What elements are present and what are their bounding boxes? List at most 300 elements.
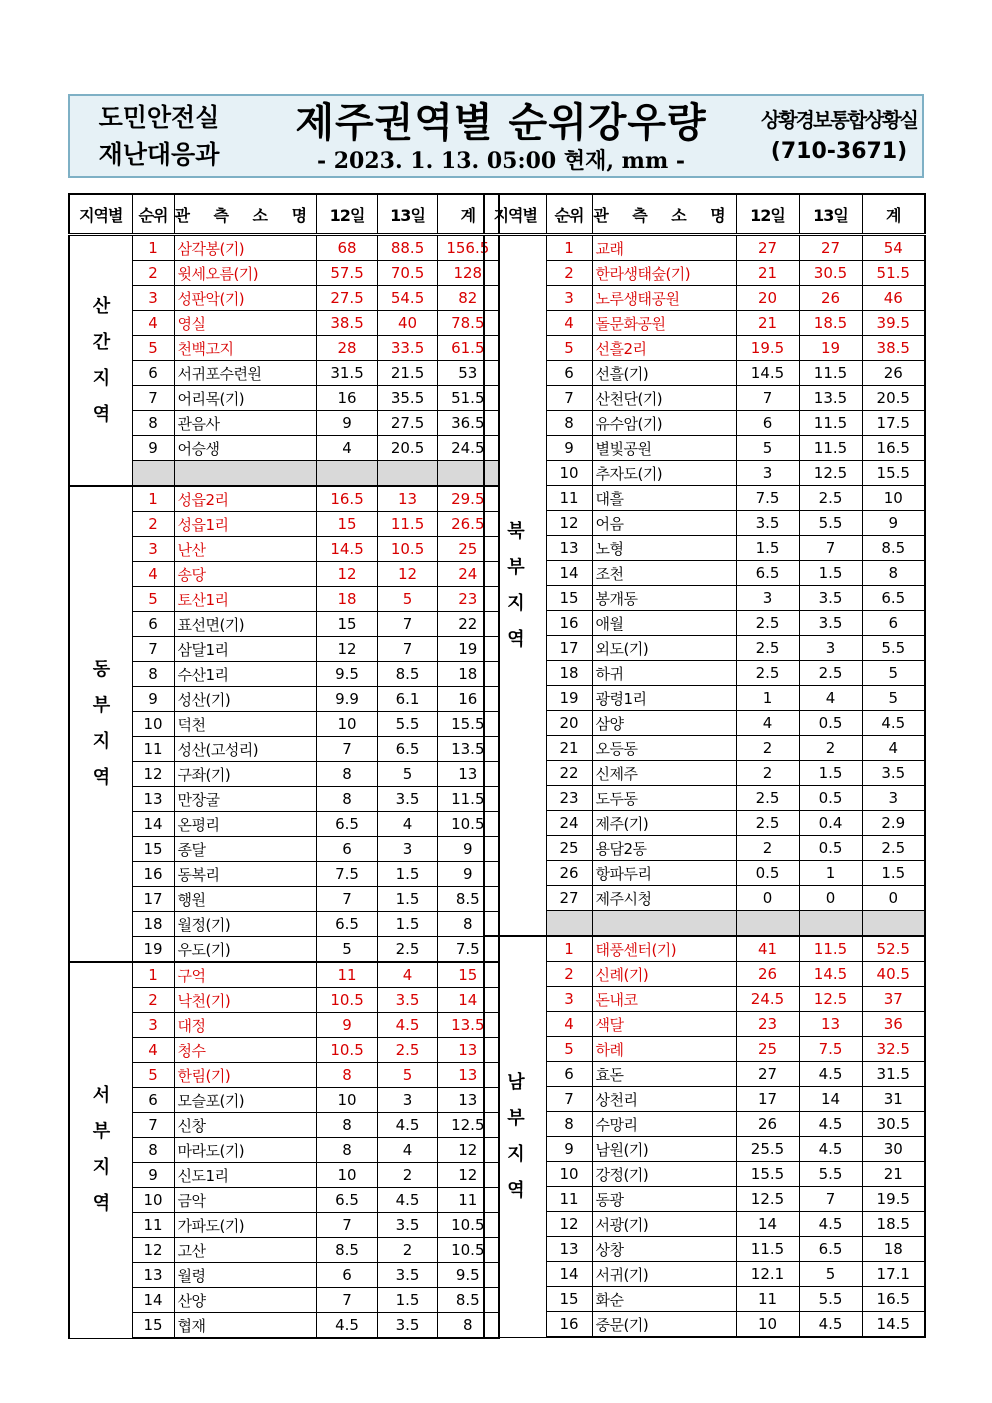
table-row <box>484 586 925 611</box>
rank-cell: 15 <box>132 1313 174 1339</box>
total-cell: 20.5 <box>862 386 925 411</box>
day13-cell: 12.5 <box>799 461 862 486</box>
region-label-west <box>69 962 132 1338</box>
station-name: 선흘2리 <box>595 339 647 358</box>
day12-cell: 2.5 <box>736 811 799 836</box>
day12-cell: 8 <box>317 1063 378 1088</box>
station-name: 태풍센터(기) <box>595 940 677 959</box>
day12-cell: 12 <box>317 637 378 662</box>
table-row <box>484 361 925 386</box>
table-row <box>69 762 499 787</box>
day12-cell: 15 <box>317 512 378 537</box>
total-cell: 7.5 <box>438 937 499 963</box>
table-row <box>484 1262 925 1287</box>
station-name-cell <box>592 987 736 1012</box>
day12-cell: 3 <box>736 461 799 486</box>
day13-cell: 2.5 <box>378 1038 438 1063</box>
station-name: 난산 <box>177 540 206 559</box>
day13-cell: 2 <box>378 1238 438 1263</box>
table-row <box>69 637 499 662</box>
table-row <box>484 987 925 1012</box>
total-cell: 3 <box>862 786 925 811</box>
table-row <box>69 1313 499 1339</box>
station-name: 조천 <box>595 564 624 583</box>
rank-cell: 15 <box>546 586 592 611</box>
day12-cell: 27 <box>736 1062 799 1087</box>
rank-cell: 9 <box>132 436 174 461</box>
station-name-cell <box>174 1038 317 1063</box>
station-name: 광령1리 <box>595 689 647 708</box>
day13-cell: 3.5 <box>378 1313 438 1339</box>
day12-cell: 7.5 <box>317 862 378 887</box>
table-row <box>484 1012 925 1037</box>
total-cell: 2.9 <box>862 811 925 836</box>
station-name-cell <box>592 386 736 411</box>
rank-cell: 13 <box>132 1263 174 1288</box>
region-label-mountain <box>69 235 132 487</box>
day13-cell: 3.5 <box>378 787 438 812</box>
day13-cell: 12 <box>378 562 438 587</box>
rank-cell: 6 <box>132 612 174 637</box>
rank-cell: 4 <box>132 1038 174 1063</box>
day12-cell: 7.5 <box>736 486 799 511</box>
col-day12: 12일 <box>736 194 799 235</box>
rank-cell: 7 <box>132 386 174 411</box>
blank-cell <box>132 461 174 487</box>
total-cell: 12 <box>438 1163 499 1188</box>
col-region: 지역별 <box>69 194 132 235</box>
col-total: 계 <box>862 194 925 235</box>
day13-cell: 0.4 <box>799 811 862 836</box>
rank-cell: 8 <box>132 1138 174 1163</box>
report-header <box>68 94 924 178</box>
station-name: 마라도(기) <box>177 1141 245 1160</box>
day12-cell: 8 <box>317 1138 378 1163</box>
total-cell: 14 <box>438 988 499 1013</box>
table-row <box>69 1038 499 1063</box>
total-cell: 23 <box>438 587 499 612</box>
day12-cell: 7 <box>736 386 799 411</box>
station-name-cell <box>592 1312 736 1338</box>
rank-cell: 2 <box>132 261 174 286</box>
rank-cell: 15 <box>546 1287 592 1312</box>
day12-cell: 4.5 <box>317 1313 378 1339</box>
day12-cell: 3.5 <box>736 511 799 536</box>
blank-row <box>69 461 499 487</box>
station-name: 선흘(기) <box>595 364 649 383</box>
day12-cell: 2.5 <box>736 611 799 636</box>
day13-cell: 7 <box>799 536 862 561</box>
blank-cell <box>378 461 438 487</box>
station-name: 우도(기) <box>177 940 231 959</box>
table-header-row <box>484 194 925 235</box>
day13-cell: 30.5 <box>799 261 862 286</box>
day12-cell: 27 <box>736 235 799 261</box>
station-name-cell <box>174 486 317 512</box>
table-row <box>484 636 925 661</box>
day12-cell: 21 <box>736 311 799 336</box>
rank-cell: 3 <box>132 286 174 311</box>
day13-cell: 5 <box>799 1262 862 1287</box>
table-row <box>484 386 925 411</box>
station-name-cell <box>174 1088 317 1113</box>
rank-cell: 5 <box>132 1063 174 1088</box>
rank-cell: 5 <box>132 587 174 612</box>
day13-cell: 19 <box>799 336 862 361</box>
station-name-cell <box>592 711 736 736</box>
total-cell: 32.5 <box>862 1037 925 1062</box>
rank-cell: 14 <box>132 1288 174 1313</box>
station-name-cell <box>592 1262 736 1287</box>
day12-cell: 4 <box>736 711 799 736</box>
rank-cell: 14 <box>132 812 174 837</box>
table-row <box>484 561 925 586</box>
total-cell: 4 <box>862 736 925 761</box>
rank-cell: 1 <box>546 936 592 962</box>
total-cell: 10 <box>862 486 925 511</box>
department-line-2: 재난대응과 <box>98 140 220 169</box>
station-name: 윗세오름(기) <box>177 264 259 283</box>
total-cell: 0 <box>862 886 925 911</box>
day12-cell: 14 <box>736 1212 799 1237</box>
day12-cell: 1.5 <box>736 536 799 561</box>
day13-cell: 7 <box>378 637 438 662</box>
total-cell: 51.5 <box>862 261 925 286</box>
day12-cell: 2.5 <box>736 636 799 661</box>
day13-cell: 20.5 <box>378 436 438 461</box>
station-name-cell <box>174 912 317 937</box>
station-name-cell <box>174 762 317 787</box>
rank-cell: 23 <box>546 786 592 811</box>
station-name-cell <box>174 1063 317 1088</box>
table-row <box>69 737 499 762</box>
station-name: 제주(기) <box>595 814 649 833</box>
table-row <box>484 962 925 987</box>
rank-cell: 13 <box>132 787 174 812</box>
day13-cell: 2.5 <box>799 486 862 511</box>
day12-cell: 7 <box>317 1288 378 1313</box>
blank-row <box>484 911 925 937</box>
total-cell: 4.5 <box>862 711 925 736</box>
table-row <box>69 386 499 411</box>
station-name: 표선면(기) <box>177 615 245 634</box>
total-cell: 5 <box>862 661 925 686</box>
station-name: 온평리 <box>177 815 220 834</box>
day12-cell: 8 <box>317 1113 378 1138</box>
day13-cell: 5 <box>378 762 438 787</box>
rank-cell: 19 <box>132 937 174 963</box>
station-name: 산양 <box>177 1291 206 1310</box>
day13-cell: 1.5 <box>378 862 438 887</box>
station-name-cell <box>174 537 317 562</box>
station-name-cell <box>174 662 317 687</box>
station-name-cell <box>174 1113 317 1138</box>
total-cell: 9 <box>862 511 925 536</box>
table-row <box>484 261 925 286</box>
day13-cell: 18.5 <box>799 311 862 336</box>
table-row <box>484 1137 925 1162</box>
station-name-cell <box>174 235 317 261</box>
rank-cell: 24 <box>546 811 592 836</box>
station-name-cell <box>592 461 736 486</box>
station-name: 영실 <box>177 314 206 333</box>
day13-cell: 3 <box>799 636 862 661</box>
table-row <box>69 1088 499 1113</box>
day12-cell: 8 <box>317 762 378 787</box>
rank-cell: 9 <box>546 1137 592 1162</box>
rank-cell: 13 <box>546 536 592 561</box>
station-name-cell <box>174 261 317 286</box>
day12-cell: 6.5 <box>736 561 799 586</box>
table-row <box>69 562 499 587</box>
day12-cell: 9.5 <box>317 662 378 687</box>
table-row <box>69 912 499 937</box>
station-name: 노형 <box>595 539 624 558</box>
station-name: 효돈 <box>595 1065 624 1084</box>
day13-cell: 21.5 <box>378 361 438 386</box>
rank-cell: 10 <box>132 712 174 737</box>
day13-cell: 26 <box>799 286 862 311</box>
station-name-cell <box>174 887 317 912</box>
day13-cell: 7 <box>378 612 438 637</box>
station-name-cell <box>592 1087 736 1112</box>
day12-cell: 15.5 <box>736 1162 799 1187</box>
day12-cell: 26 <box>736 1112 799 1137</box>
day12-cell: 10 <box>317 1163 378 1188</box>
station-name: 성산(기) <box>177 690 231 709</box>
day13-cell: 27.5 <box>378 411 438 436</box>
day12-cell: 11.5 <box>736 1237 799 1262</box>
total-cell: 13.5 <box>438 737 499 762</box>
day12-cell: 8 <box>317 787 378 812</box>
station-name-cell <box>174 587 317 612</box>
station-name-cell <box>592 561 736 586</box>
total-cell: 30.5 <box>862 1112 925 1137</box>
rank-cell: 27 <box>546 886 592 911</box>
total-cell: 5 <box>862 686 925 711</box>
day13-cell: 5.5 <box>378 712 438 737</box>
station-name: 성읍2리 <box>177 490 229 509</box>
table-row <box>484 1237 925 1262</box>
total-cell: 30 <box>862 1137 925 1162</box>
total-cell: 19 <box>438 637 499 662</box>
rank-cell: 12 <box>546 511 592 536</box>
total-cell: 10.5 <box>438 1238 499 1263</box>
rank-cell: 19 <box>546 686 592 711</box>
table-row <box>69 486 499 512</box>
day12-cell: 0 <box>736 886 799 911</box>
station-name-cell <box>592 861 736 886</box>
station-name: 교래 <box>595 239 624 258</box>
rank-cell: 9 <box>132 1163 174 1188</box>
table-row <box>484 811 925 836</box>
day12-cell: 38.5 <box>317 311 378 336</box>
day13-cell: 4.5 <box>799 1112 862 1137</box>
total-cell: 21 <box>862 1162 925 1187</box>
total-cell: 39.5 <box>862 311 925 336</box>
station-name: 남원(기) <box>595 1140 649 1159</box>
blank-cell <box>862 911 925 937</box>
station-name-cell <box>592 636 736 661</box>
day12-cell: 6 <box>736 411 799 436</box>
station-name-cell <box>174 361 317 386</box>
day13-cell: 11.5 <box>799 436 862 461</box>
table-row <box>484 1087 925 1112</box>
station-name: 성산(고성리) <box>177 740 259 759</box>
table-row <box>69 1188 499 1213</box>
day12-cell: 16 <box>317 386 378 411</box>
day13-cell: 7.5 <box>799 1037 862 1062</box>
total-cell: 9 <box>438 837 499 862</box>
total-cell: 17.1 <box>862 1262 925 1287</box>
rank-cell: 10 <box>132 1188 174 1213</box>
station-name-cell <box>174 787 317 812</box>
day13-cell: 3.5 <box>378 1213 438 1238</box>
table-row <box>69 1013 499 1038</box>
total-cell: 22 <box>438 612 499 637</box>
table-row <box>69 1238 499 1263</box>
station-name: 애월 <box>595 614 624 633</box>
day12-cell: 8.5 <box>317 1238 378 1263</box>
station-name-cell <box>174 311 317 336</box>
station-name: 고산 <box>177 1241 206 1260</box>
day13-cell: 4 <box>799 686 862 711</box>
day13-cell: 70.5 <box>378 261 438 286</box>
rank-cell: 16 <box>546 611 592 636</box>
station-name: 봉개동 <box>595 589 638 608</box>
total-cell: 53 <box>438 361 499 386</box>
rank-cell: 6 <box>546 1062 592 1087</box>
day12-cell: 9.9 <box>317 687 378 712</box>
station-name: 한라생태숲(기) <box>595 264 691 283</box>
rank-cell: 17 <box>546 636 592 661</box>
total-cell: 3.5 <box>862 761 925 786</box>
blank-cell <box>736 911 799 937</box>
day13-cell: 14.5 <box>799 962 862 987</box>
rank-cell: 10 <box>546 461 592 486</box>
station-name: 관음사 <box>177 414 220 433</box>
total-cell: 1.5 <box>862 861 925 886</box>
day13-cell: 35.5 <box>378 386 438 411</box>
day12-cell: 10 <box>317 712 378 737</box>
table-row <box>484 286 925 311</box>
station-name: 수망리 <box>595 1115 638 1134</box>
station-name: 모슬포(기) <box>177 1091 245 1110</box>
rank-cell: 25 <box>546 836 592 861</box>
station-name: 노루생태공원 <box>595 289 680 308</box>
table-row <box>484 686 925 711</box>
title-block <box>248 96 754 176</box>
day12-cell: 6.5 <box>317 912 378 937</box>
day13-cell: 13.5 <box>799 386 862 411</box>
station-name: 월정(기) <box>177 915 231 934</box>
station-name-cell <box>174 411 317 436</box>
total-cell: 24.5 <box>438 436 499 461</box>
day13-cell: 4.5 <box>799 1137 862 1162</box>
rank-cell: 26 <box>546 861 592 886</box>
station-name-cell <box>174 612 317 637</box>
day12-cell: 10 <box>317 1088 378 1113</box>
department-line-1: 도민안전실 <box>98 103 220 132</box>
day12-cell: 2 <box>736 736 799 761</box>
table-row <box>484 1287 925 1312</box>
station-name: 월령 <box>177 1266 206 1285</box>
total-cell: 10.5 <box>438 812 499 837</box>
day12-cell: 0.5 <box>736 861 799 886</box>
day12-cell: 18 <box>317 587 378 612</box>
rank-cell: 1 <box>132 486 174 512</box>
day12-cell: 7 <box>317 887 378 912</box>
table-row <box>484 486 925 511</box>
day13-cell: 5 <box>378 1063 438 1088</box>
total-cell: 31 <box>862 1087 925 1112</box>
total-cell: 13 <box>438 1038 499 1063</box>
office-phone: (710-3671) <box>770 139 908 164</box>
total-cell: 54 <box>862 235 925 261</box>
total-cell: 13 <box>438 762 499 787</box>
total-cell: 6 <box>862 611 925 636</box>
table-row <box>484 886 925 911</box>
day13-cell: 4 <box>378 962 438 988</box>
day12-cell: 11 <box>317 962 378 988</box>
col-station: 관 측 소 명 <box>592 194 736 235</box>
station-name: 협재 <box>177 1316 206 1335</box>
day13-cell: 1 <box>799 861 862 886</box>
table-row <box>484 1037 925 1062</box>
station-name-cell <box>592 1037 736 1062</box>
station-name-cell <box>592 1112 736 1137</box>
station-name: 수산1리 <box>177 665 229 684</box>
day12-cell: 15 <box>317 612 378 637</box>
total-cell: 10.5 <box>438 1213 499 1238</box>
station-name-cell <box>174 1013 317 1038</box>
day13-cell: 33.5 <box>378 336 438 361</box>
total-cell: 31.5 <box>862 1062 925 1087</box>
department-block <box>70 96 248 176</box>
total-cell: 61.5 <box>438 336 499 361</box>
table-row <box>69 512 499 537</box>
rank-cell: 1 <box>132 962 174 988</box>
rank-cell: 18 <box>546 661 592 686</box>
table-row <box>69 712 499 737</box>
station-name: 어음 <box>595 514 624 533</box>
day13-cell: 4 <box>378 812 438 837</box>
station-name: 청수 <box>177 1041 206 1060</box>
rank-cell: 7 <box>132 1113 174 1138</box>
station-name-cell <box>592 836 736 861</box>
station-name-cell <box>592 336 736 361</box>
rank-cell: 5 <box>132 336 174 361</box>
table-row <box>484 786 925 811</box>
station-name-cell <box>174 512 317 537</box>
rank-cell: 11 <box>546 486 592 511</box>
day13-cell: 54.5 <box>378 286 438 311</box>
blank-cell <box>174 461 317 487</box>
day13-cell: 88.5 <box>378 235 438 261</box>
station-name: 신례(기) <box>595 965 649 984</box>
col-region: 지역별 <box>484 194 546 235</box>
col-day13: 13일 <box>378 194 438 235</box>
day12-cell: 12 <box>317 562 378 587</box>
day12-cell: 31.5 <box>317 361 378 386</box>
day12-cell: 7 <box>317 737 378 762</box>
total-cell: 40.5 <box>862 962 925 987</box>
station-name: 제주시청 <box>595 889 652 908</box>
rank-cell: 20 <box>546 711 592 736</box>
total-cell: 82 <box>438 286 499 311</box>
rank-cell: 13 <box>546 1237 592 1262</box>
rank-cell: 2 <box>546 261 592 286</box>
